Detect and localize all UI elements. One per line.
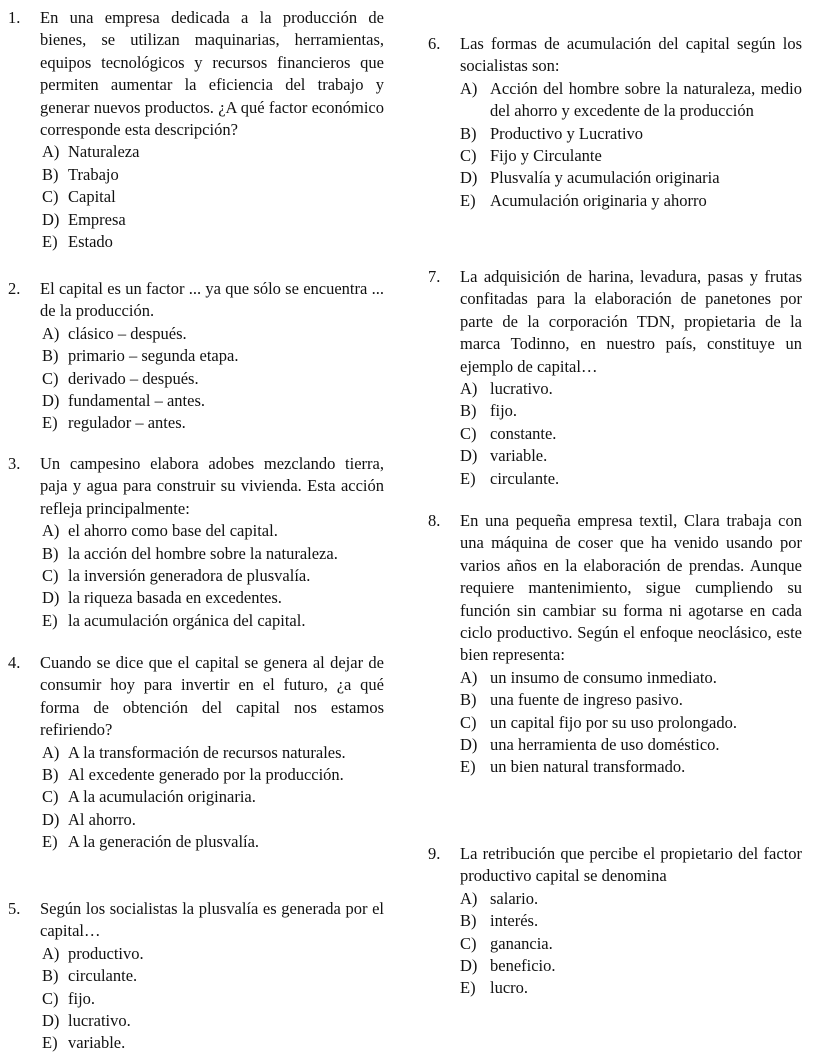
option-e: [8, 1032, 384, 1054]
option-letter: C): [42, 988, 59, 1008]
option-text: variable.: [490, 446, 548, 466]
question-number: 9.: [428, 844, 441, 863]
option-text: lucro.: [490, 978, 529, 998]
option-text: Naturaleza: [68, 142, 140, 162]
question-stem: [8, 7, 384, 141]
option-b: [8, 965, 384, 987]
option-letter: C): [42, 566, 59, 586]
question-number: 1.: [8, 8, 21, 27]
question-text: Cuando se dice que el capital se genera al dejar de consumir hoy para invertir en el futuro, ¿a qué forma de obtención del capital nos estamos refiriendo?: [40, 653, 384, 740]
option-text: lucrativo.: [68, 1011, 131, 1031]
option-text: Trabajo: [68, 164, 119, 184]
option-b: [428, 910, 802, 932]
option-e: [428, 977, 802, 999]
option-c: [428, 423, 802, 445]
option-d: [428, 445, 802, 467]
option-letter: D): [42, 588, 60, 608]
question-5: [8, 898, 384, 1055]
option-letter: B): [42, 966, 59, 986]
option-e: [428, 756, 802, 778]
question-number: 6.: [428, 34, 441, 53]
option-letter: C): [460, 933, 477, 953]
option-letter: E): [42, 1033, 58, 1053]
option-letter: C): [460, 712, 477, 732]
option-letter: E): [460, 468, 476, 488]
option-c: [8, 368, 384, 390]
option-text: interés.: [490, 911, 539, 931]
option-letter: E): [460, 190, 476, 210]
option-letter: B): [460, 690, 477, 710]
option-a: [8, 742, 384, 764]
option-letter: A): [460, 888, 478, 908]
option-letter: D): [42, 209, 60, 229]
option-d: [428, 955, 802, 977]
option-text: constante.: [490, 423, 557, 443]
option-letter: B): [460, 911, 477, 931]
question-number: 5.: [8, 899, 21, 918]
option-letter: D): [460, 956, 478, 976]
question-text: Según los socialistas la plusvalía es generada por el capital…: [40, 899, 384, 941]
option-a: [8, 520, 384, 542]
option-text: Productivo y Lucrativo: [490, 123, 644, 143]
option-list: [8, 943, 384, 1055]
option-d: [428, 167, 802, 189]
option-text: Al ahorro.: [68, 809, 136, 829]
option-text: Plusvalía y acumulación originaria: [490, 168, 720, 188]
option-b: [428, 400, 802, 422]
option-letter: A): [42, 521, 60, 541]
option-d: [428, 734, 802, 756]
option-a: [428, 378, 802, 400]
option-c: [428, 145, 802, 167]
option-letter: B): [42, 765, 59, 785]
option-e: [8, 231, 384, 253]
question-8: [428, 510, 802, 779]
option-a: [428, 667, 802, 689]
question-text: En una empresa dedicada a la producción de bienes, se utilizan maquinarias, herramientas, equipos tecnológicos y recursos financieros que permiten aumentar la eficiencia del trabajo y generar nuevos productos. ¿A qué factor económico corresponde esta descripción?: [40, 8, 384, 140]
option-text: A la acumulación originaria.: [68, 787, 256, 807]
option-letter: D): [460, 168, 478, 188]
question-number: 3.: [8, 454, 21, 473]
option-text: una fuente de ingreso pasivo.: [490, 690, 683, 710]
option-text: variable.: [68, 1033, 126, 1053]
option-letter: A): [42, 323, 60, 343]
option-d: [8, 209, 384, 231]
question-number: 4.: [8, 653, 21, 672]
option-d: [8, 809, 384, 831]
question-6: [428, 33, 802, 212]
option-list: [8, 141, 384, 253]
question-number: 7.: [428, 267, 441, 286]
option-d: [8, 390, 384, 412]
option-letter: A): [42, 943, 60, 963]
option-text: circulante.: [490, 468, 560, 488]
option-a: [428, 888, 802, 910]
option-c: [428, 712, 802, 734]
option-e: [428, 190, 802, 212]
option-letter: E): [460, 978, 476, 998]
option-letter: D): [460, 446, 478, 466]
question-text: Las formas de acumulación del capital según los socialistas son:: [460, 34, 802, 76]
option-text: la riqueza basada en excedentes.: [68, 588, 282, 608]
question-number: 2.: [8, 279, 21, 298]
question-text: La adquisición de harina, levadura, pasas y frutas confitadas para la elaboración de panetones por parte de la corporación TDN, propietaria de la marca Todinno, en nuestro país, constituye un ejemplo de capital…: [460, 267, 802, 376]
option-list: [8, 323, 384, 435]
option-b: [8, 345, 384, 367]
option-text: el ahorro como base del capital.: [68, 521, 278, 541]
option-letter: C): [42, 187, 59, 207]
option-text: la acumulación orgánica del capital.: [68, 610, 306, 630]
question-stem: [8, 453, 384, 520]
option-text: salario.: [490, 888, 539, 908]
option-letter: A): [460, 379, 478, 399]
option-text: Estado: [68, 232, 113, 252]
option-letter: C): [460, 423, 477, 443]
question-text: La retribución que percibe el propietario del factor productivo capital se denomina: [460, 844, 802, 886]
option-letter: B): [42, 164, 59, 184]
option-list: [428, 888, 802, 1000]
option-text: lucrativo.: [490, 379, 553, 399]
option-letter: A): [460, 78, 478, 98]
option-letter: B): [42, 346, 59, 366]
option-letter: A): [42, 142, 60, 162]
question-stem: [428, 33, 802, 78]
option-e: [8, 831, 384, 853]
option-e: [428, 468, 802, 490]
question-stem: [8, 278, 384, 323]
option-c: [8, 786, 384, 808]
option-text: A la generación de plusvalía.: [68, 832, 260, 852]
option-text: fijo.: [68, 988, 96, 1008]
option-letter: D): [460, 735, 478, 755]
option-d: [8, 587, 384, 609]
option-text: ganancia.: [490, 933, 553, 953]
option-text: la acción del hombre sobre la naturaleza.: [68, 543, 338, 563]
option-text: circulante.: [68, 966, 138, 986]
question-4: [8, 652, 384, 854]
question-number: 8.: [428, 511, 441, 530]
option-a: [428, 78, 802, 123]
option-text: regulador – antes.: [68, 413, 186, 433]
question-2: [8, 278, 384, 435]
option-c: [428, 933, 802, 955]
option-d: [8, 1010, 384, 1032]
option-text: una herramienta de uso doméstico.: [490, 735, 720, 755]
option-b: [8, 164, 384, 186]
option-a: [8, 141, 384, 163]
option-text: productivo.: [68, 943, 144, 963]
option-letter: E): [42, 610, 58, 630]
question-stem: [428, 266, 802, 378]
option-text: un capital fijo por su uso prolongado.: [490, 712, 738, 732]
option-text: primario – segunda etapa.: [68, 346, 239, 366]
option-list: [428, 78, 802, 212]
option-text: Capital: [68, 187, 116, 207]
option-text: beneficio.: [490, 956, 556, 976]
option-text: la inversión generadora de plusvalía.: [68, 566, 311, 586]
option-a: [8, 323, 384, 345]
option-b: [428, 123, 802, 145]
option-text: clásico – después.: [68, 323, 187, 343]
option-text: Acumulación originaria y ahorro: [490, 190, 707, 210]
option-text: A la transformación de recursos naturales.: [68, 742, 346, 762]
question-3: [8, 453, 384, 632]
option-letter: E): [42, 413, 58, 433]
option-text: un bien natural transformado.: [490, 757, 686, 777]
option-letter: C): [460, 146, 477, 166]
option-b: [8, 764, 384, 786]
question-7: [428, 266, 802, 490]
question-stem: [428, 843, 802, 888]
option-text: Al excedente generado por la producción.: [68, 765, 344, 785]
question-stem: [428, 510, 802, 667]
question-text: Un campesino elabora adobes mezclando tierra, paja y agua para construir su vivienda. Esta acción refleja principalmente:: [40, 454, 384, 518]
question-stem: [8, 652, 384, 742]
option-text: fijo.: [490, 401, 518, 421]
option-text: derivado – después.: [68, 368, 199, 388]
option-text: fundamental – antes.: [68, 391, 205, 411]
option-letter: B): [42, 543, 59, 563]
option-c: [8, 565, 384, 587]
option-letter: A): [42, 742, 60, 762]
option-list: [428, 378, 802, 490]
option-letter: A): [460, 667, 478, 687]
option-text: Acción del hombre sobre la naturaleza, medio del ahorro y excedente de la producción: [490, 78, 802, 121]
option-c: [8, 186, 384, 208]
option-letter: E): [460, 757, 476, 777]
option-text: Fijo y Circulante: [490, 146, 602, 166]
option-text: un insumo de consumo inmediato.: [490, 667, 717, 687]
option-list: [428, 667, 802, 779]
option-c: [8, 988, 384, 1010]
option-letter: E): [42, 832, 58, 852]
option-letter: B): [460, 401, 477, 421]
option-letter: B): [460, 123, 477, 143]
question-stem: [8, 898, 384, 943]
option-b: [8, 543, 384, 565]
option-letter: C): [42, 787, 59, 807]
question-text: El capital es un factor ... ya que sólo se encuentra ... de la producción.: [40, 279, 384, 321]
option-letter: D): [42, 1011, 60, 1031]
question-text: En una pequeña empresa textil, Clara trabaja con una máquina de coser que ha venido usando por varios años en la elaboración de prendas. Aunque requiere mantenimiento, sigue cumpliendo su función sin cambiar su forma ni agotarse en cada ciclo productivo. Según el enfoque neoclásico, este bien representa:: [460, 511, 802, 665]
option-list: [8, 742, 384, 854]
option-a: [8, 943, 384, 965]
option-b: [428, 689, 802, 711]
option-letter: E): [42, 232, 58, 252]
option-text: Empresa: [68, 209, 126, 229]
question-9: [428, 843, 802, 1000]
option-letter: D): [42, 391, 60, 411]
question-1: [8, 7, 384, 253]
option-e: [8, 610, 384, 632]
option-list: [8, 520, 384, 632]
option-letter: C): [42, 368, 59, 388]
option-e: [8, 412, 384, 434]
option-letter: D): [42, 809, 60, 829]
